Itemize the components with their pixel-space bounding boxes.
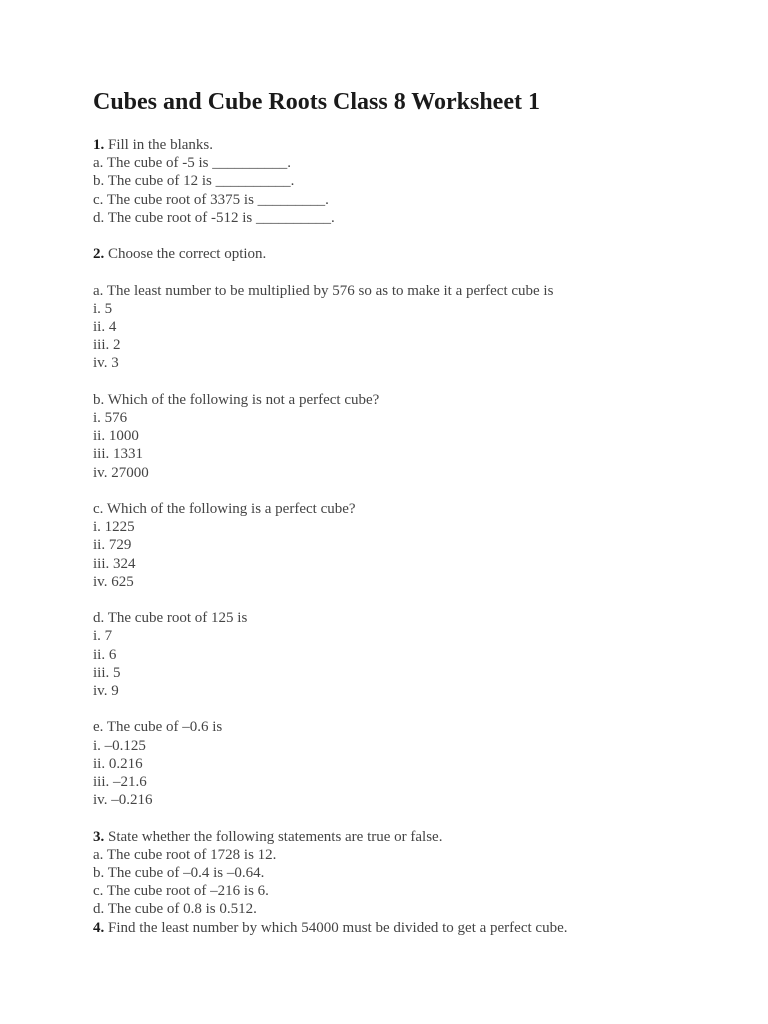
mcq-option: iv. 9: [93, 683, 119, 700]
mcq-question-b: b. Which of the following is not a perfect cube?: [93, 391, 380, 408]
question-number: 1.: [93, 137, 105, 153]
mcq-option: iv. 27000: [93, 464, 149, 481]
question-text: Choose the correct option.: [104, 246, 267, 263]
mcq-option: ii. 4: [93, 319, 117, 335]
question-number: 3.: [93, 828, 105, 845]
statement-item: d. The cube of 0.8 is 0.512.: [93, 901, 257, 918]
blank-item: b. The cube of 12 is __________.: [93, 173, 295, 190]
mcq-option: iv. 3: [93, 355, 119, 372]
blank-item: c. The cube root of 3375 is _________.: [93, 191, 329, 208]
mcq-option: ii. 0.216: [93, 755, 143, 772]
question-number: 4.: [93, 919, 105, 936]
blank-item: a. The cube of -5 is __________.: [93, 155, 292, 172]
mcq-option: iii. –21.6: [93, 774, 147, 791]
mcq-option: ii. 6: [93, 646, 117, 663]
worksheet-page: [93, 88, 733, 937]
question-1: [93, 136, 733, 154]
question-number: 2.: [93, 246, 105, 263]
statement-item: c. The cube root of –216 is 6.: [93, 883, 269, 900]
mcq-option: iii. 2: [93, 337, 121, 354]
question-3: [93, 828, 733, 846]
mcq-option: ii. 729: [93, 537, 132, 554]
statement-item: a. The cube root of 1728 is 12.: [93, 846, 277, 863]
mcq-option: i. 576: [93, 410, 128, 426]
mcq-option: i. 1225: [93, 519, 135, 536]
mcq-option: ii. 1000: [93, 428, 139, 445]
mcq-option: i. –0.125: [93, 737, 146, 754]
mcq-option: iv. 625: [93, 573, 134, 590]
statement-item: b. The cube of –0.4 is –0.64.: [93, 865, 265, 882]
mcq-option: iii. 5: [93, 664, 121, 681]
question-4: [93, 919, 733, 937]
mcq-question-a: a. The least number to be multiplied by 576 so as to make it a perfect cube is: [93, 282, 554, 299]
mcq-option: iii. 324: [93, 555, 136, 572]
mcq-option: i. 5: [93, 300, 113, 317]
mcq-question-c: c. Which of the following is a perfect cube?: [93, 501, 356, 517]
mcq-question-e: e. The cube of –0.6 is: [93, 719, 223, 736]
mcq-option: i. 7: [93, 628, 113, 645]
page-title: Cubes and Cube Roots Class 8 Worksheet 1: [93, 89, 540, 115]
question-text: State whether the following statements are true or false.: [104, 828, 443, 845]
question-text: Fill in the blanks.: [104, 137, 213, 153]
mcq-option: iv. –0.216: [93, 792, 153, 809]
blank-item: d. The cube root of -512 is __________.: [93, 209, 335, 226]
mcq-option: iii. 1331: [93, 446, 144, 463]
question-text: Find the least number by which 54000 must be divided to get a perfect cube.: [104, 919, 568, 936]
question-2: [93, 245, 733, 263]
mcq-question-d: d. The cube root of 125 is: [93, 610, 248, 627]
